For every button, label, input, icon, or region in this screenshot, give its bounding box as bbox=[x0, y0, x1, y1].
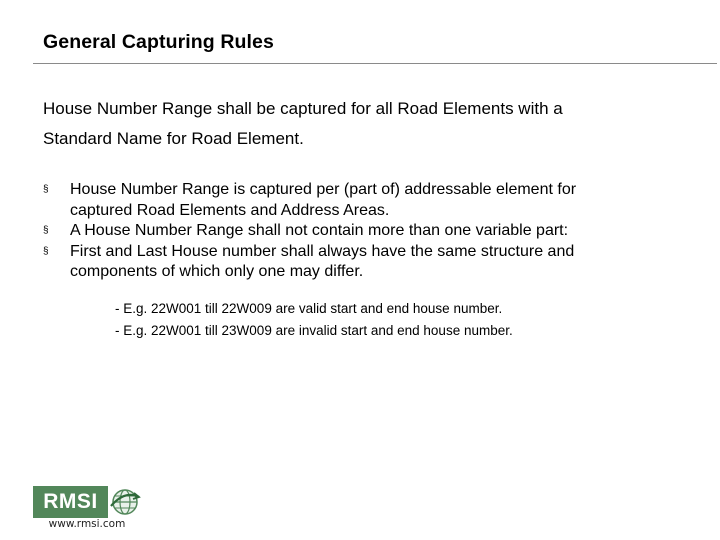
bullet-icon: § bbox=[43, 184, 49, 195]
example-item: - E.g. 22W001 till 23W009 are invalid start and end house number. bbox=[115, 322, 513, 338]
intro-paragraph bbox=[43, 94, 703, 154]
footer-url: www.rmsi.com bbox=[48, 518, 126, 530]
example-list bbox=[115, 298, 675, 341]
logo-text: RMSI bbox=[43, 490, 98, 513]
bullet-text: House Number Range is captured per (part of) addressable element for bbox=[70, 181, 577, 198]
title-divider bbox=[33, 63, 717, 64]
bullet-item bbox=[43, 221, 683, 242]
bullet-item bbox=[43, 180, 683, 221]
bullet-text: components of which only one may differ. bbox=[70, 263, 364, 280]
bullet-list bbox=[43, 180, 683, 283]
bullet-text: captured Road Elements and Address Areas. bbox=[70, 201, 390, 219]
intro-line: House Number Range shall be captured for all Road Elements with a bbox=[43, 99, 563, 118]
intro-line: Standard Name for Road Element. bbox=[43, 129, 304, 148]
bullet-icon: § bbox=[43, 225, 49, 236]
bullet-icon: § bbox=[43, 245, 49, 257]
bullet-text: First and Last House number shall always have the same structure and bbox=[70, 242, 575, 260]
globe-icon bbox=[109, 486, 141, 518]
example-item: - E.g. 22W001 till 22W009 are valid start and end house number. bbox=[115, 301, 503, 316]
bullet-text: A House Number Range shall not contain more than one variable part: bbox=[70, 222, 569, 239]
bullet-item bbox=[43, 242, 683, 283]
rmsi-logo bbox=[33, 486, 141, 518]
slide-title: General Capturing Rules bbox=[43, 31, 274, 53]
